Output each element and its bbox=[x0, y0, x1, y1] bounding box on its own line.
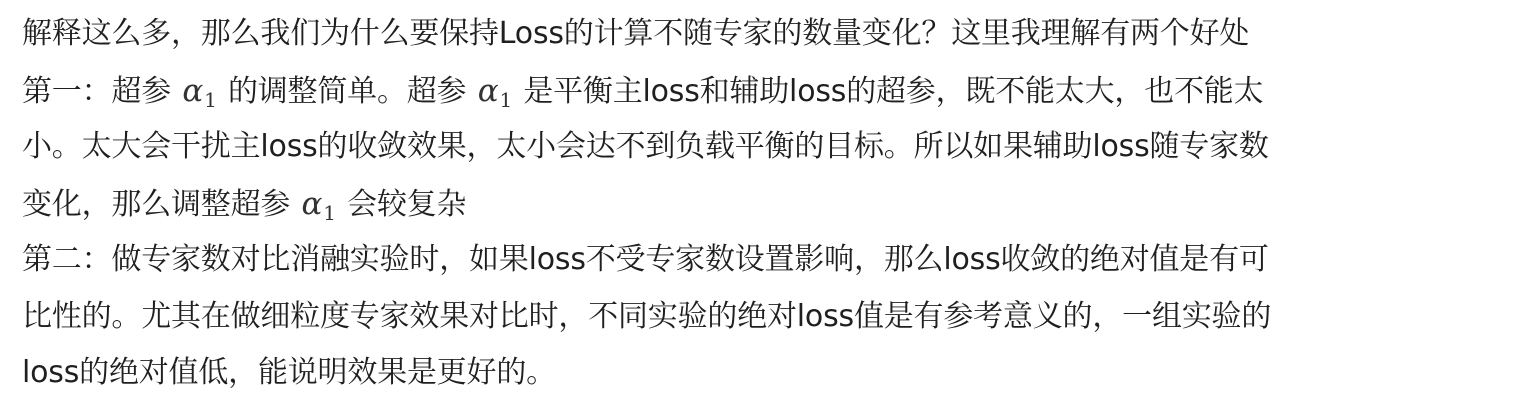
math-alpha-symbol: α bbox=[301, 185, 323, 222]
text-segment: 是平衡主loss和辅助loss的超参，既不能太大，也不能太 bbox=[523, 73, 1264, 109]
math-subscript: 1 bbox=[499, 87, 512, 112]
math-subscript: 1 bbox=[204, 87, 217, 112]
math-alpha-symbol: α bbox=[182, 72, 204, 109]
text-line-4 bbox=[22, 176, 1510, 233]
text-line-1 bbox=[22, 6, 1510, 63]
text-line-5 bbox=[22, 232, 1510, 289]
text-segment: 会较复杂 bbox=[347, 186, 467, 222]
text-segment: 小。太大会干扰主loss的收敛效果，太小会达不到负载平衡的目标。所以如果辅助loss随专家数 bbox=[22, 129, 1269, 164]
text-segment: 解释这么多，那么我们为什么要保持Loss的计算不随专家的数量变化？这里我理解有两个好处 bbox=[22, 16, 1250, 51]
math-alpha-1 bbox=[476, 72, 514, 112]
text-segment: 第二：做专家数对比消融实验时，如果loss不受专家数设置影响，那么loss收敛的绝对值是有可 bbox=[22, 242, 1269, 277]
math-alpha-symbol: α bbox=[477, 72, 499, 109]
text-segment: loss的绝对值低，能说明效果是更好的。 bbox=[22, 355, 556, 390]
text-segment: 的调整简单。超参 bbox=[227, 73, 467, 109]
text-line-2 bbox=[22, 63, 1510, 120]
math-alpha-1 bbox=[180, 72, 218, 112]
text-line-3 bbox=[22, 119, 1510, 176]
text-segment: 比性的。尤其在做细粒度专家效果对比时，不同实验的绝对loss值是有参考意义的，一组实验的 bbox=[22, 298, 1272, 334]
math-alpha-1 bbox=[300, 185, 338, 225]
text-segment: 变化，那么调整超参 bbox=[22, 186, 291, 222]
text-line-7 bbox=[22, 345, 1510, 402]
text-line-6 bbox=[22, 289, 1510, 346]
math-subscript: 1 bbox=[323, 200, 336, 225]
text-segment: 第一：超参 bbox=[22, 73, 171, 109]
